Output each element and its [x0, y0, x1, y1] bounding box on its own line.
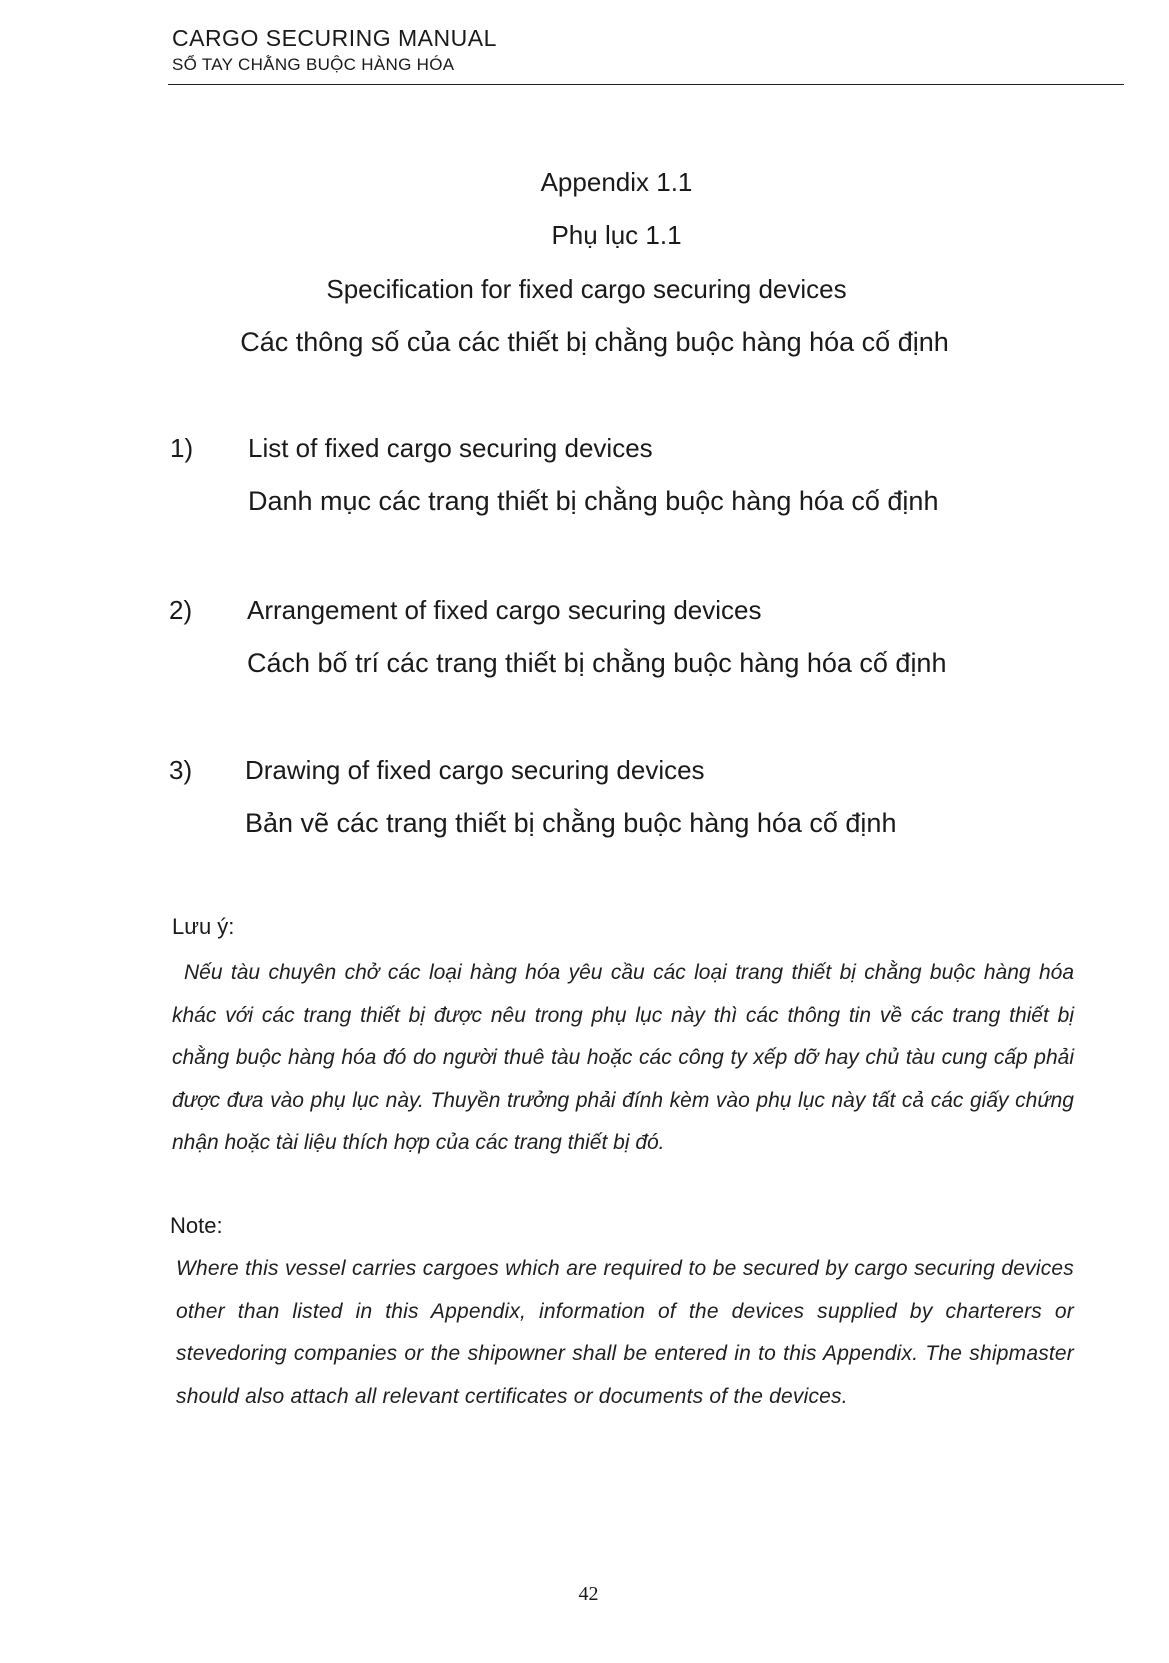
list-item-number: 1) [170, 433, 194, 463]
list-item-title-vn: Danh mục các trang thiết bị chằng buộc hàng hóa cố định [248, 486, 939, 516]
page-number: 42 [578, 1583, 599, 1605]
note-text-vn: Nếu tàu chuyên chở các loại hàng hóa yêu cầu các loại trang thiết bị chằng buộc hàng hóa khác với các trang thiết bị được nêu trong phụ lục này thì các thông tin về các trang thiết bị chằng buộc hàng hóa đó do người thuê tàu hoặc các công ty xếp dỡ hay chủ tàu cung cấp phải được đưa vào phụ lục này. Thuyền trưởng phải đính kèm vào phụ lục này tất cả các giấy chứng nhận hoặc tài liệu thích hợp của các trang thiết bị đó. [172, 961, 1074, 1154]
list-item-title-en: List of fixed cargo securing devices [248, 433, 653, 463]
specification-title-en: Specification for fixed cargo securing devices [326, 274, 847, 304]
list-item-title-en: Arrangement of fixed cargo securing devices [247, 595, 762, 625]
phu-luc-heading: Phụ lục 1.1 [551, 220, 682, 250]
header-rule [168, 84, 1124, 85]
note-paragraph-en [176, 1248, 1074, 1418]
list-item-number: 2) [169, 595, 193, 625]
note-paragraph-vn [172, 952, 1074, 1165]
manual-subtitle: SỔ TAY CHẰNG BUỘC HÀNG HÓA [172, 55, 455, 74]
appendix-heading: Appendix 1.1 [540, 167, 693, 197]
manual-title: CARGO SECURING MANUAL [172, 25, 497, 51]
note-text-en: Where this vessel carries cargoes which are required to be secured by cargo securing devices other than listed in this Appendix, information of the devices supplied by charterers or stevedoring companies or the shipowner shall be entered in to this Appendix. The shipmaster should also attach all relevant certificates or documents of the devices. [176, 1257, 1074, 1408]
specification-title-vn: Các thông số của các thiết bị chằng buộc hàng hóa cố định [240, 327, 949, 357]
list-item-number: 3) [169, 755, 193, 785]
note-label-en: Note: [170, 1213, 223, 1238]
list-item-title-en: Drawing of fixed cargo securing devices [245, 755, 705, 785]
running-header [172, 24, 1122, 76]
note-label-vn: Lưu ý: [172, 914, 235, 939]
list-item-title-vn: Bản vẽ các trang thiết bị chằng buộc hàng hóa cố định [245, 808, 897, 838]
list-item-title-vn: Cách bố trí các trang thiết bị chằng buộc hàng hóa cố định [247, 648, 947, 678]
